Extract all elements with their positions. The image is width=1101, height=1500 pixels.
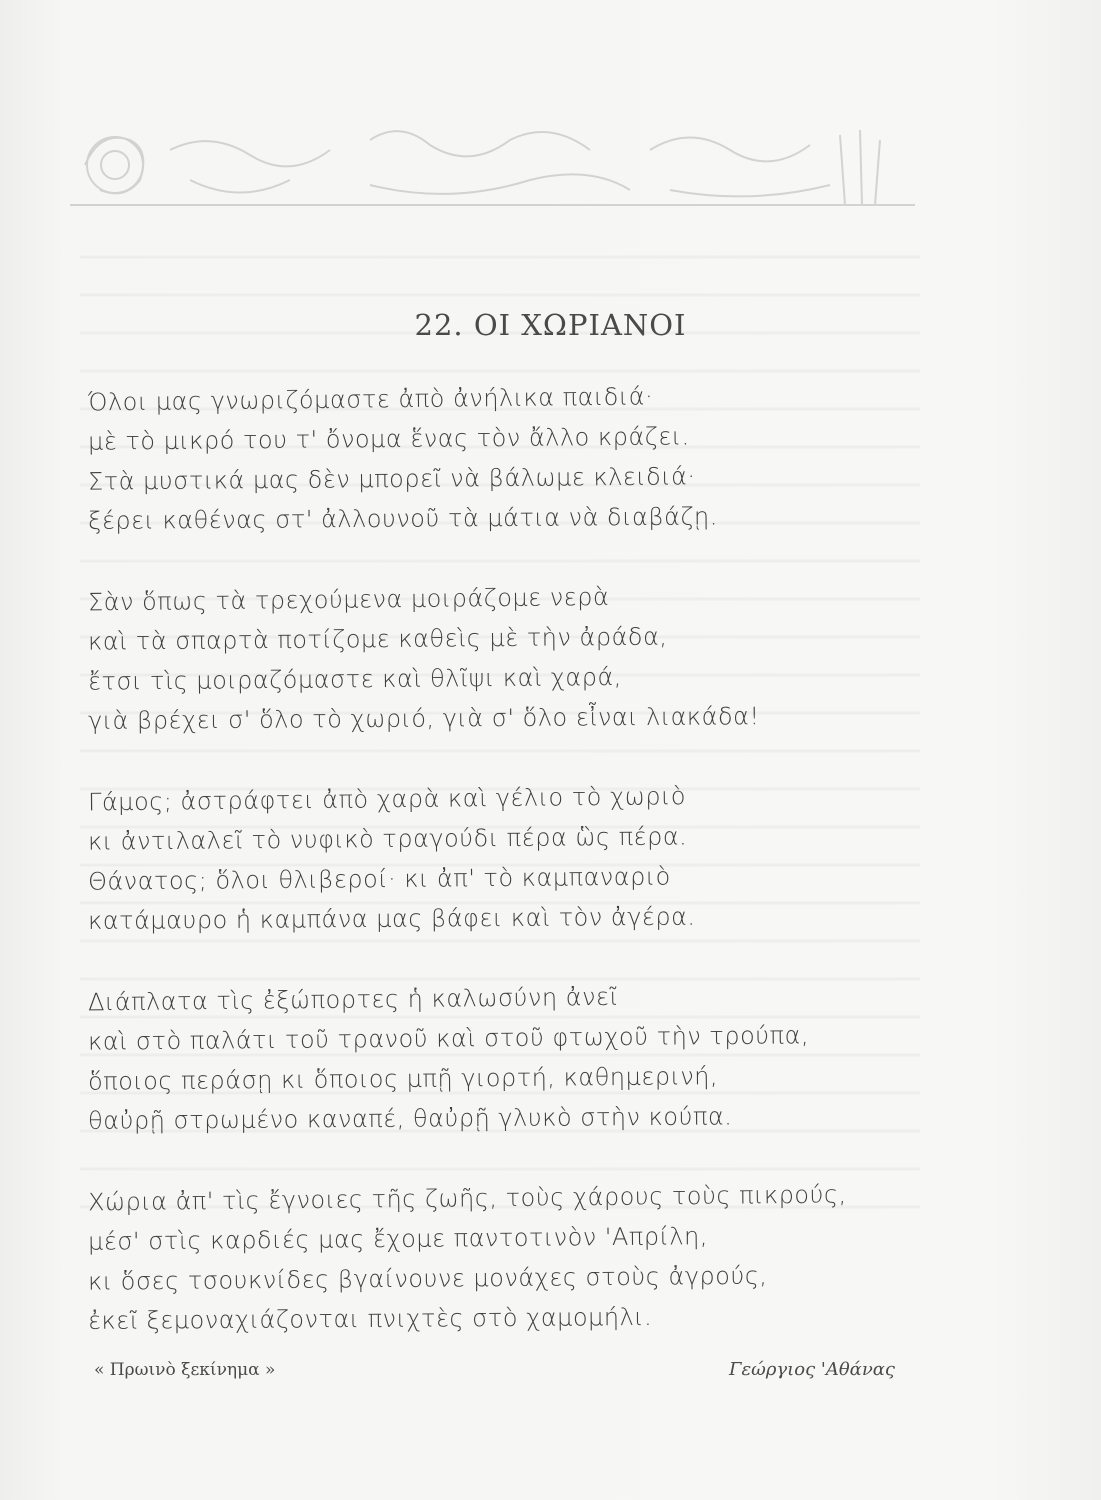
poem-line: Στὰ μυστικά μας δὲν μπορεῖ νὰ βάλωμε κλειδιά·: [87, 462, 696, 496]
poem-line: κι ἀντιλαλεῖ τὸ νυφικὸ τραγούδι πέρα ὣς πέρα.: [87, 822, 688, 856]
poem-body: [88, 378, 918, 1378]
poem-line: καὶ τὰ σπαρτὰ ποτίζομε καθεὶς μὲ τὴν ἀράδα,: [87, 622, 668, 656]
poem-line: Όλοι μας γνωριζόμαστε ἀπὸ ἀνήλικα παιδιά·: [87, 382, 654, 417]
poem-line: μέσ' στὶς καρδιές μας ἔχομε παντοτινὸν 'Απρίλη,: [87, 1222, 709, 1256]
poem-line: γιὰ βρέχει σ' ὅλο τὸ χωριό, γιὰ σ' ὅλο εἶναι λιακάδα!: [87, 702, 760, 735]
author-name: Γεώργιος 'Αθάνας: [729, 1359, 895, 1380]
poem-line: μὲ τὸ μικρό του τ' ὄνομα ἕνας τὸν ἄλλο κράζει.: [87, 422, 690, 456]
poem-line: Θάνατος; ὅλοι θλιβεροί· κι ἀπ' τὸ καμπαναριὸ: [87, 862, 671, 896]
poem-line: Χώρια ἀπ' τὶς ἔγνοιες τῆς ζωῆς, τοὺς χάρους τοὺς πικρούς,: [87, 1180, 847, 1217]
poem-line: Γάμος; ἀστράφτει ἀπὸ χαρὰ καὶ γέλιο τὸ χωριὸ: [87, 782, 687, 817]
stanza-3: [88, 778, 918, 938]
poem-line: ἔτσι τὶς μοιραζόμαστε καὶ θλῖψι καὶ χαρά,: [87, 662, 622, 696]
poem-line: Διάπλατα τὶς ἐξώπορτες ἡ καλωσύνη ἀνεῖ: [87, 982, 619, 1017]
poem-line: ὅποιος περάσῃ κι ὅποιος μπῇ γιορτή, καθημερινή,: [87, 1062, 719, 1096]
poem-line: Σὰν ὅπως τὰ τρεχούμενα μοιράζομε νερὰ: [87, 582, 610, 617]
stanza-5: [88, 1178, 918, 1338]
source-citation: « Πρωινὸ ξεκίνημα »: [94, 1360, 276, 1380]
poem-line: ἐκεῖ ξεμοναχιάζονται πνιχτὲς στὸ χαμομήλι.: [87, 1302, 653, 1335]
decorative-vignette: [70, 110, 915, 215]
poem-line: ξέρει καθένας στ' ἀλλουνοῦ τὰ μάτια νὰ διαβάζῃ.: [87, 502, 718, 535]
poem-line: κι ὅσες τσουκνίδες βγαίνουνε μονάχες στοὺς ἀγρούς,: [87, 1261, 768, 1296]
poem-line: καὶ στὸ παλάτι τοῦ τρανοῦ καὶ στοῦ φτωχοῦ τὴν τρούπα,: [87, 1021, 810, 1056]
poem-line: θαὐρῇ στρωμένο καναπέ, θαὐρῇ γλυκὸ στὴν κούπα.: [87, 1102, 733, 1135]
stanza-1: [88, 378, 918, 538]
stanza-2: [88, 578, 918, 738]
stanza-4: [88, 978, 918, 1138]
poem-title: 22. ΟΙ ΧΩΡΙΑΝΟΙ: [414, 308, 687, 342]
poem-line: κατάμαυρο ἡ καμπάνα μας βάφει καὶ τὸν ἀγέρα.: [87, 902, 696, 935]
